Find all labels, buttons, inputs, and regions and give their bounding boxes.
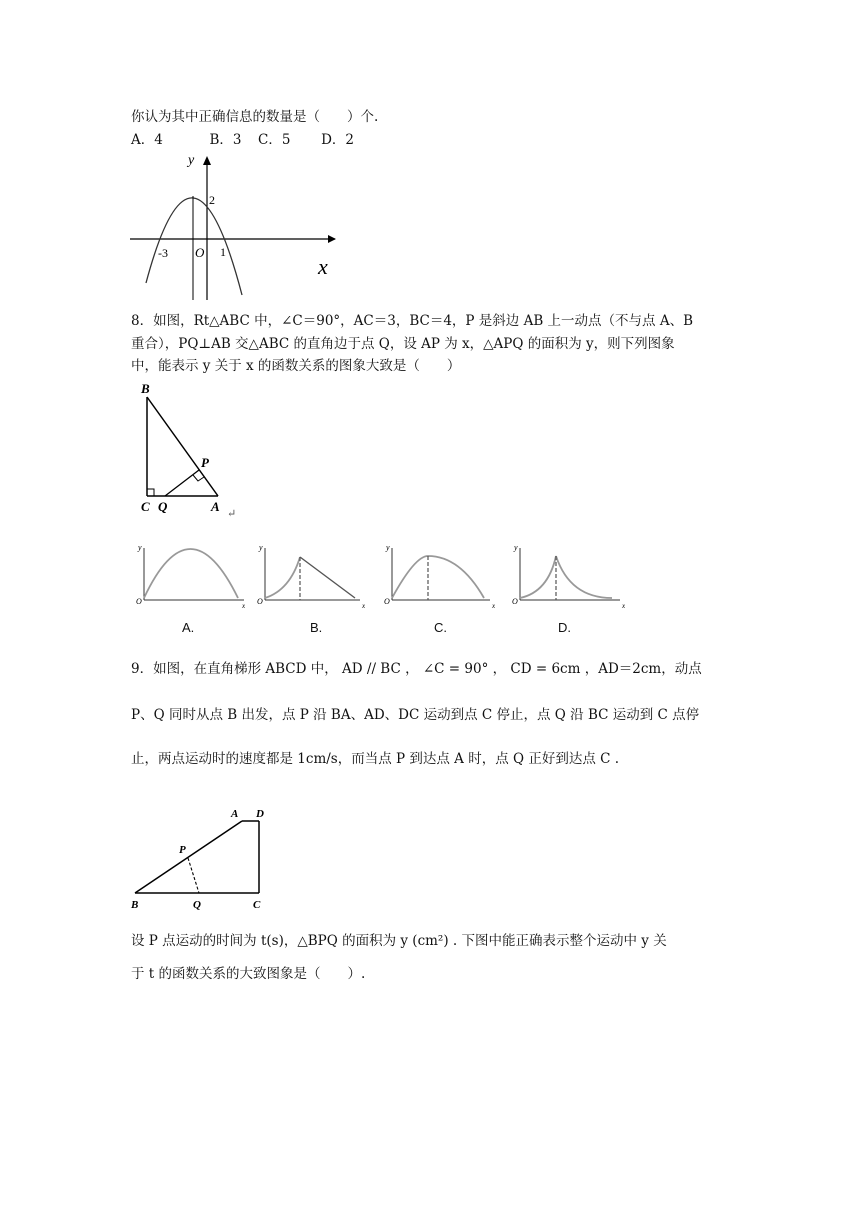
- q8-label-q: Q: [158, 499, 168, 514]
- q9-line4: 设 P 点运动的时间为 t(s)，△BPQ 的面积为 y (cm²) . 下图中能正确表示整个运动中 y 关: [131, 933, 667, 949]
- q8-label-a: A: [211, 499, 220, 514]
- svg-text:y: y: [386, 543, 390, 552]
- q7-origin-label: O: [195, 245, 205, 260]
- q9-line5: 于 t 的函数关系的大致图象是（ ）.: [131, 966, 366, 982]
- q8-choice-c-label: C.: [434, 620, 447, 635]
- svg-text:y: y: [259, 543, 263, 552]
- svg-text:x: x: [362, 602, 366, 610]
- q8-choice-d-label: D.: [558, 620, 571, 635]
- q7-prompt: 你认为其中正确信息的数量是（ ）个.: [131, 109, 379, 125]
- q9-label-q: Q: [193, 899, 201, 911]
- q9-label-a: A: [231, 808, 239, 820]
- svg-text:x: x: [622, 602, 626, 610]
- q7-option-b: B．3: [209, 132, 242, 148]
- svg-text:O: O: [136, 597, 142, 606]
- q7-x-label: x: [318, 254, 328, 279]
- q9-line1: 9．如图，在直角梯形 ABCD 中， AD // BC ， ∠C = 90° ， CD = 6cm ，AD＝2cm，动点: [131, 661, 702, 677]
- q7-root-right-label: 1: [220, 245, 226, 259]
- q8-line1: 8．如图，Rt△ABC 中，∠C＝90°，AC＝3，BC＝4，P 是斜边 AB 上一动点（不与点 A、B: [131, 313, 694, 329]
- q8-line3: 中，能表示 y 关于 x 的函数关系的图象大致是（ ）: [131, 358, 461, 374]
- q7-option-c: C．5: [258, 132, 291, 148]
- q8-label-c: C: [141, 499, 150, 514]
- svg-text:O: O: [257, 597, 263, 606]
- svg-text:↵: ↵: [227, 508, 237, 520]
- q7-option-a: A．4: [131, 132, 163, 148]
- q8-choice-a-label: A.: [182, 620, 195, 635]
- q9-label-b: B: [131, 899, 139, 911]
- q9-line3: 止，两点运动时的速度都是 1cm/s，而当点 P 到达点 A 时，点 Q 正好到达点 C .: [131, 751, 620, 767]
- q9-label-p: P: [179, 844, 186, 856]
- q9-label-c: C: [253, 899, 261, 911]
- q9-label-d: D: [256, 808, 264, 820]
- q8-label-p: P: [201, 455, 209, 470]
- q8-line2: 重合），PQ⊥AB 交△ABC 的直角边于点 Q，设 AP 为 x，△APQ 的面积为 y，则下列图象: [131, 336, 675, 352]
- q7-option-d: D．2: [321, 132, 354, 148]
- svg-text:x: x: [492, 602, 496, 610]
- q9-line2: P、Q 同时从点 B 出发，点 P 沿 BA、AD、DC 运动到点 C 停止，点 Q 沿 BC 运动到 C 点停: [131, 707, 700, 723]
- q8-choice-b-label: B.: [310, 620, 323, 635]
- svg-text:y: y: [514, 543, 518, 552]
- q7-y-label: y: [188, 153, 195, 168]
- svg-text:O: O: [384, 597, 390, 606]
- svg-text:y: y: [138, 543, 142, 552]
- q7-intercept-label: 2: [209, 193, 215, 207]
- svg-text:x: x: [242, 602, 246, 610]
- q7-root-left-label: -3: [158, 246, 168, 260]
- q8-label-b: B: [141, 381, 150, 396]
- svg-text:O: O: [512, 597, 518, 606]
